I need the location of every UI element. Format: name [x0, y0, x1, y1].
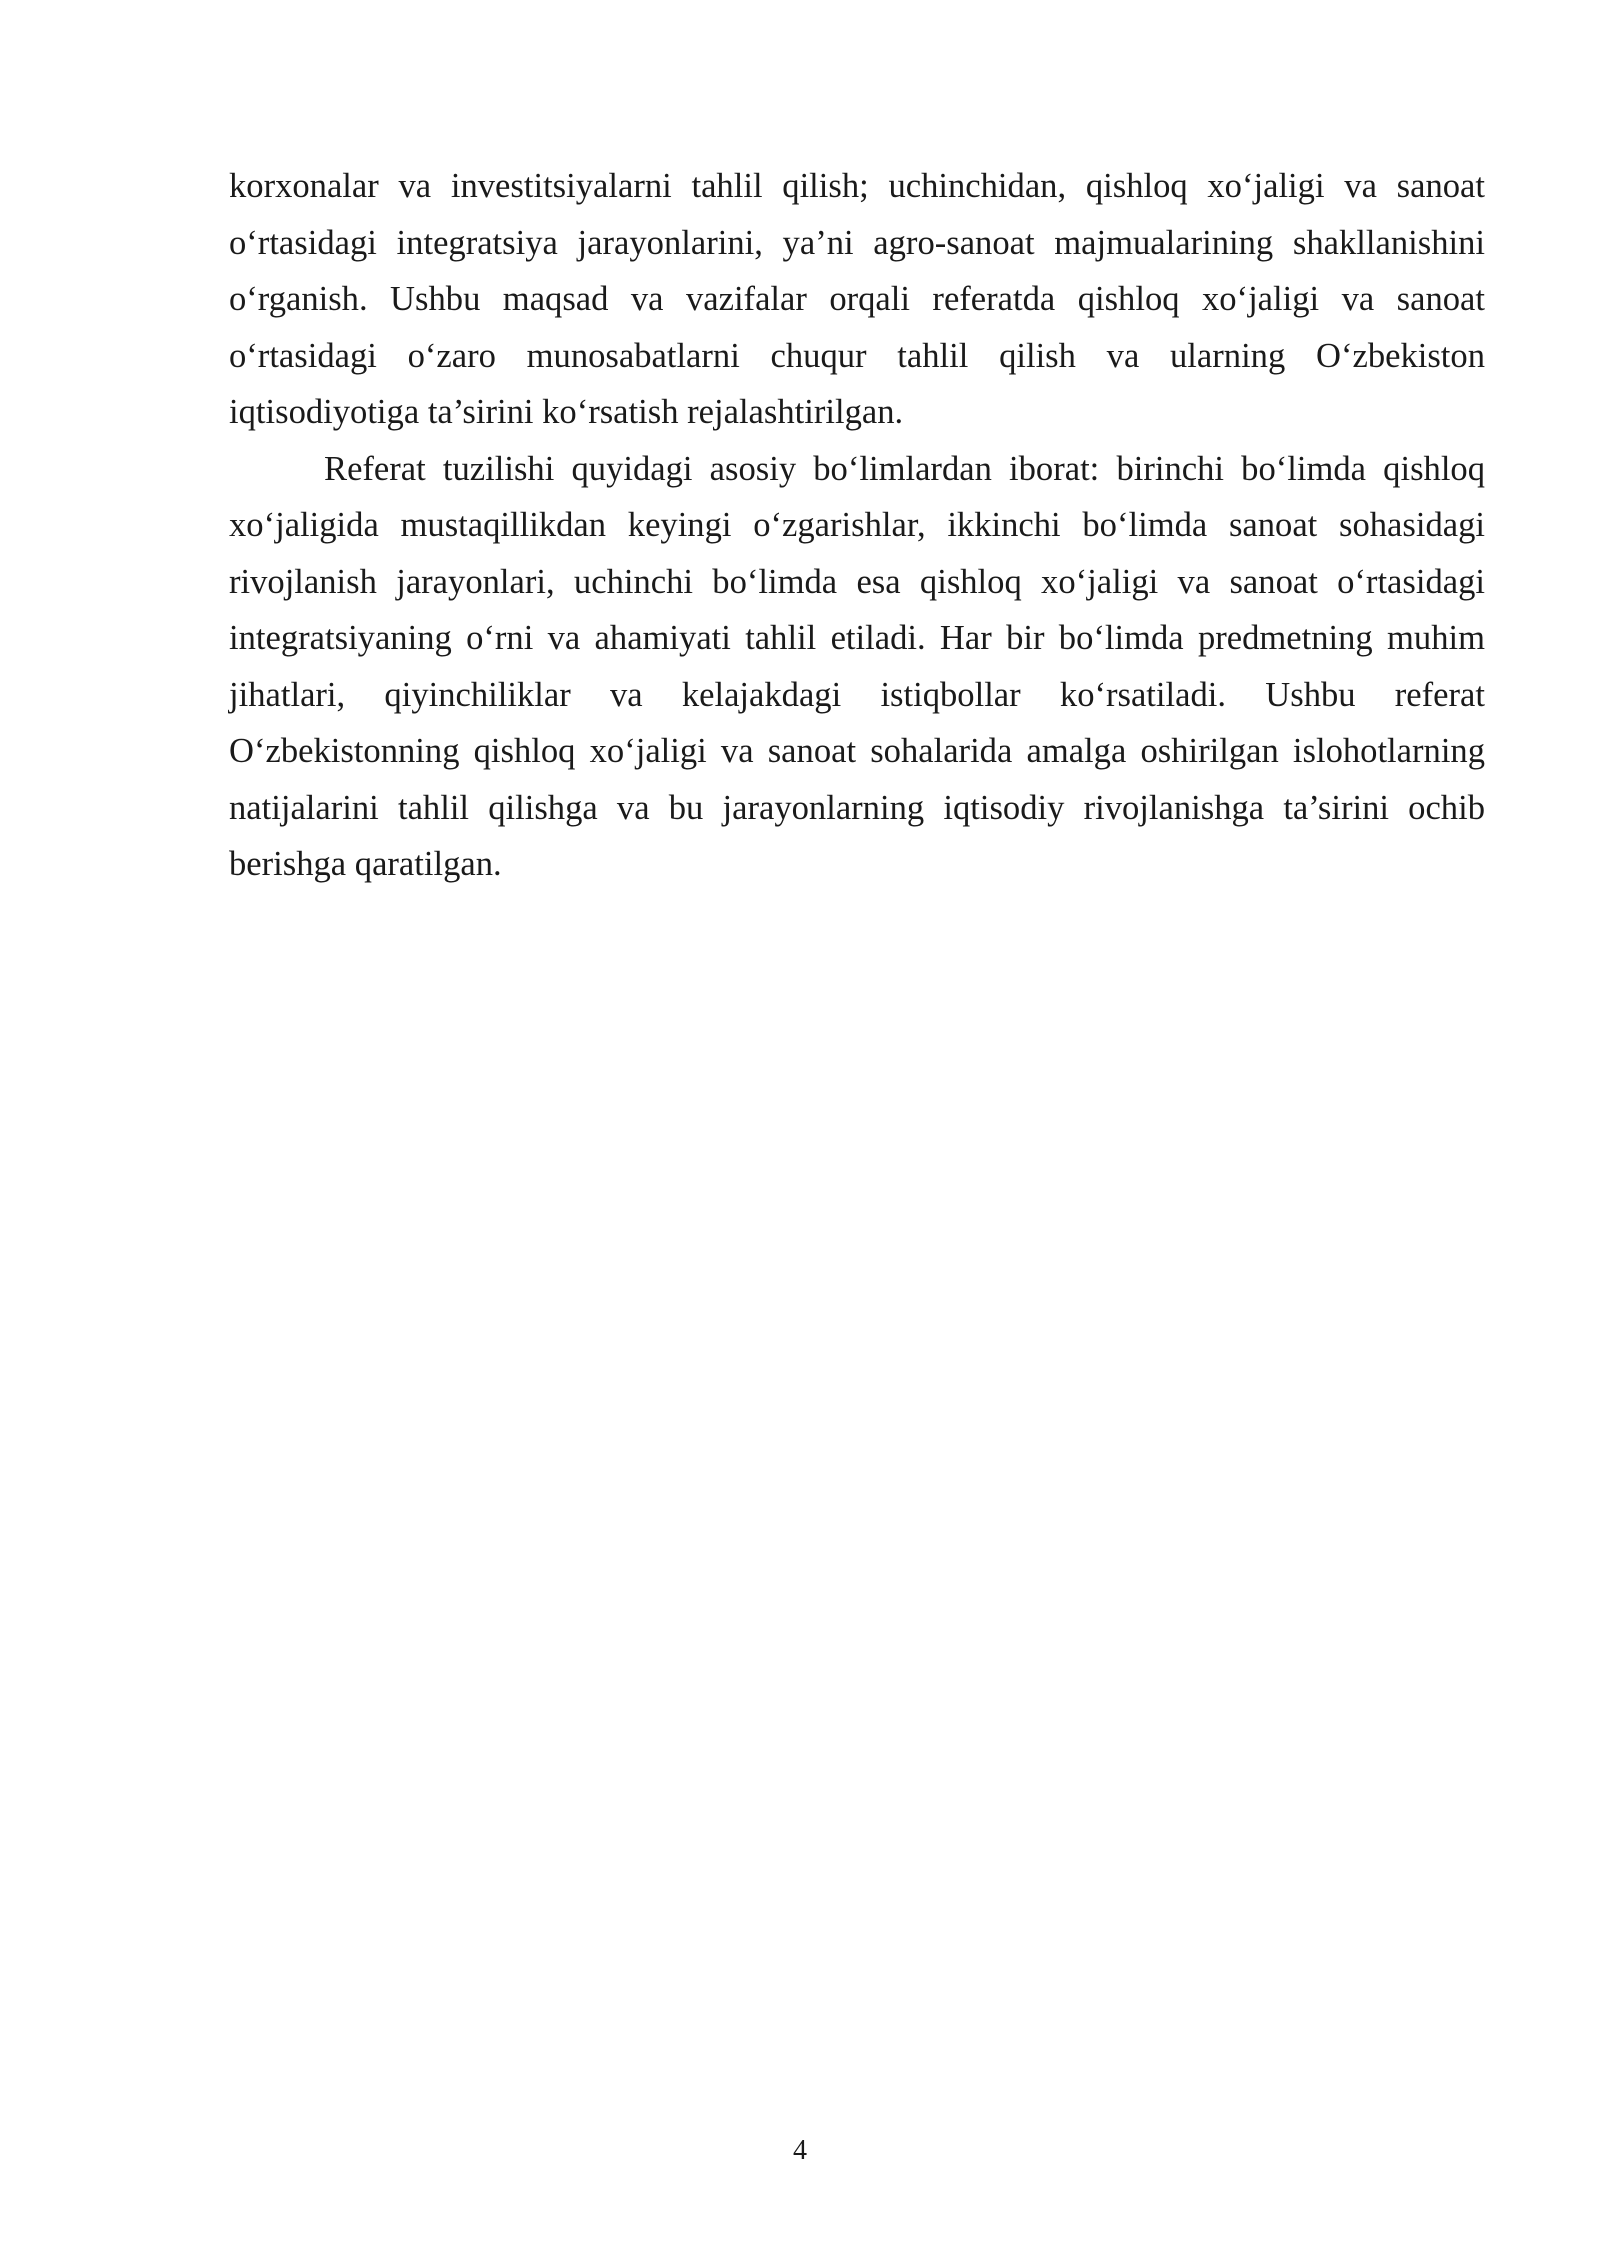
body-text — [229, 158, 1485, 893]
paragraph-structure: Referat tuzilishi quyidagi asosiy bo‘limlardan iborat: birinchi bo‘limda qishloq xo‘jaligida mustaqillikdan keyingi o‘zgarishlar, ikkinchi bo‘limda sanoat sohasidagi rivojlanish jarayonlari, uchinchi bo‘limda esa qishloq xo‘jaligi va sanoat o‘rtasidagi integratsiyaning o‘rni va ahamiyati tahlil etiladi. Har bir bo‘limda predmetning muhim jihatlari, qiyinchiliklar va kelajakdagi istiqbollar ko‘rsatiladi. Ushbu referat O‘zbekistonning qishloq xo‘jaligi va sanoat sohalarida amalga oshirilgan islohotlarning natijalarini tahlil qilishga va bu jarayonlarning iqtisodiy rivojlanishga ta’sirini ochib berishga qaratilgan. — [229, 449, 1485, 883]
paragraph-continuation: korxonalar va investitsiyalarni tahlil qilish; uchinchidan, qishloq xo‘jaligi va sanoat o‘rtasidagi integratsiya jarayonlarini, ya’ni agro-sanoat majmualarining shakllanishini o‘rganish. Ushbu maqsad va vazifalar orqali referatda qishloq xo‘jaligi va sanoat o‘rtasidagi o‘zaro munosabatlarni chuqur tahlil qilish va ularning O‘zbekiston iqtisodiyotiga ta’sirini ko‘rsatish rejalashtirilgan. — [229, 167, 1485, 431]
page-number: 4 — [793, 2135, 807, 2166]
